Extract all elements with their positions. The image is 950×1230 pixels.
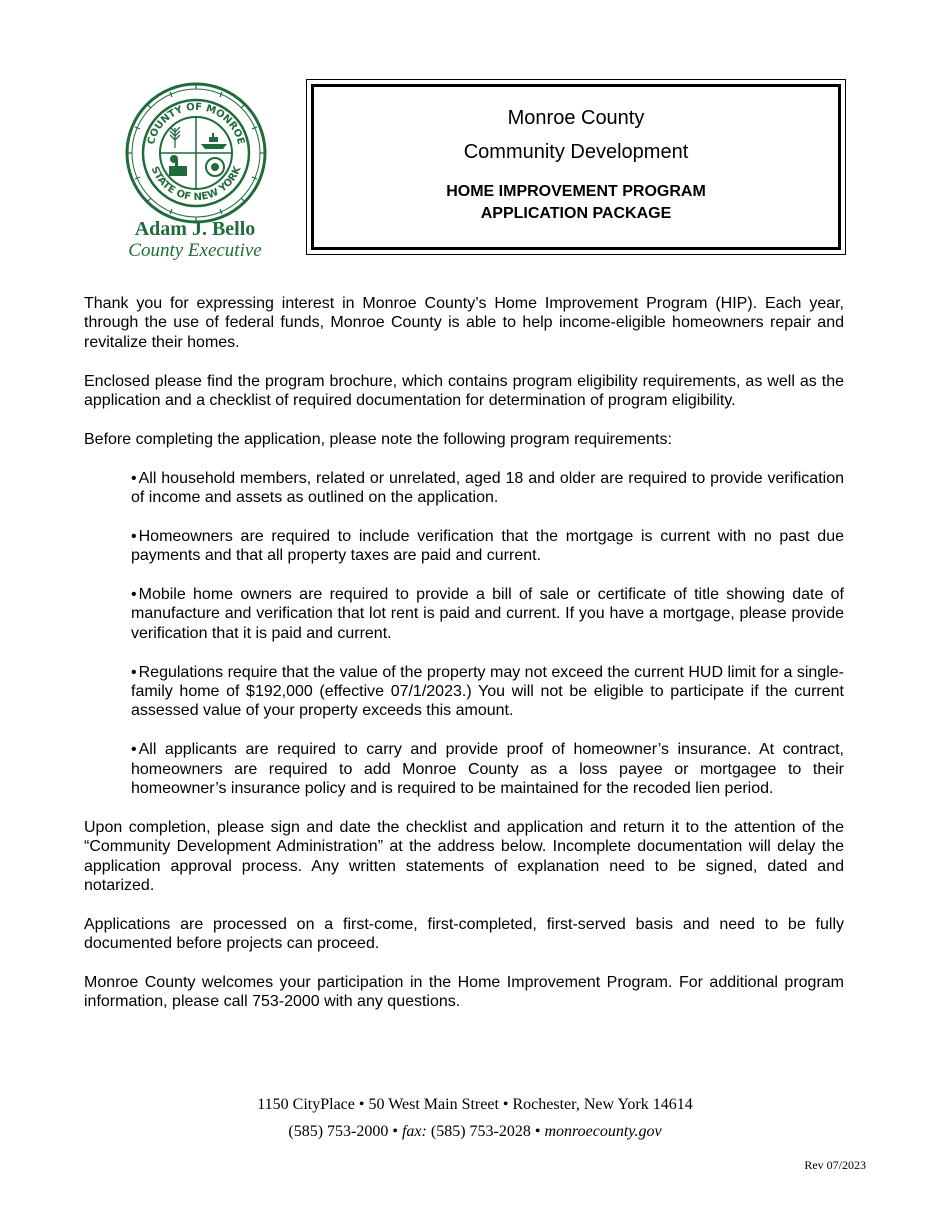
requirement-item: • Homeowners are required to include verification that the mortgage is current with no past due payments and that all property taxes are paid and current.: [131, 527, 844, 565]
seal-gear-icon: [206, 158, 224, 176]
bullet-icon: •: [131, 741, 137, 759]
header-package: APPLICATION PACKAGE: [480, 205, 672, 222]
requirement-item: • All applicants are required to carry and provide proof of homeowner’s insurance. At contract, homeowners are required to add Monroe County as a loss payee or mortgagee to their homeowner’s insurance policy and is required to be maintained for the recoded lien period.: [131, 741, 844, 798]
requirement-item: • Mobile home owners are required to provide a bill of sale or certificate of title showing date of manufacture and verification that lot rent is paid and current. If you have a mortgage, please provide verification that it is paid and current.: [131, 586, 844, 642]
executive-title: County Executive: [128, 240, 262, 261]
seal-tree-icon: [169, 155, 187, 176]
header-department: Community Development: [463, 141, 689, 163]
footer-fax-label: fax:: [401, 1123, 427, 1140]
footer-website-link[interactable]: monroecounty.gov: [544, 1123, 662, 1140]
closing-paragraph-1: Upon completion, please sign and date the checklist and application and return it to the attention of the “Community Development Administration” at the address below. Incomplete documentation will delay the application approval process. Any written statements of explanation need to be signed, dated and notarized.: [84, 818, 844, 895]
seal-ship-icon: [201, 133, 227, 149]
footer-fax: (585) 753-2028 •: [426, 1123, 545, 1140]
bullet-icon: •: [131, 663, 137, 681]
executive-name: Adam J. Bello: [134, 218, 256, 240]
seal-grain-icon: [170, 127, 180, 148]
letter-body: [84, 294, 844, 1031]
seal-top-text: COUNTY OF MONROE: [145, 101, 247, 146]
county-seal-logo: [125, 82, 267, 224]
bullet-icon: •: [131, 586, 137, 604]
footer-phone: (585) 753-2000 •: [288, 1123, 402, 1140]
closing-paragraph-2: Applications are processed on a first-come, first-completed, first-served basis and need to be fully documented before projects can proceed.: [84, 915, 844, 953]
bullet-icon: •: [131, 527, 137, 545]
bullet-icon: •: [131, 469, 137, 487]
requirement-item: • Regulations require that the value of the property may not exceed the current HUD limit for a single-family home of $192,000 (effective 07/1/2023.) You will not be eligible to participate if the current assessed value of your property exceeds this amount.: [131, 663, 844, 720]
header-program: HOME IMPROVEMENT PROGRAM: [446, 183, 706, 200]
intro-paragraph-1: Thank you for expressing interest in Monroe County’s Home Improvement Program (HIP). Each year, through the use of federal funds, Monroe County is able to help income-eligible homeowners repair and revitalize their homes.: [84, 295, 844, 351]
requirement-item: • All household members, related or unrelated, aged 18 and older are required to provide verification of income and assets as outlined on the application.: [131, 469, 844, 507]
intro-paragraph-2: Enclosed please find the program brochure, which contains program eligibility requirements, as well as the application and a checklist of required documentation for determination of program eligibility.: [84, 372, 844, 410]
revision-date: Rev 07/2023: [804, 1158, 866, 1172]
footer-contact: [0, 1123, 950, 1141]
title-box: [306, 79, 846, 255]
closing-paragraph-3: Monroe County welcomes your participation in the Home Improvement Program. For additional program information, please call 753-2000 with any questions.: [84, 974, 844, 1011]
requirements-list: [84, 469, 844, 799]
seal-bottom-text: STATE OF NEW YORK: [148, 164, 244, 204]
footer-address: 1150 CityPlace • 50 West Main Street • Rochester, New York 14614: [257, 1096, 693, 1113]
header-county: Monroe County: [507, 107, 645, 129]
intro-paragraph-3: Before completing the application, please note the following program requirements:: [84, 430, 672, 448]
